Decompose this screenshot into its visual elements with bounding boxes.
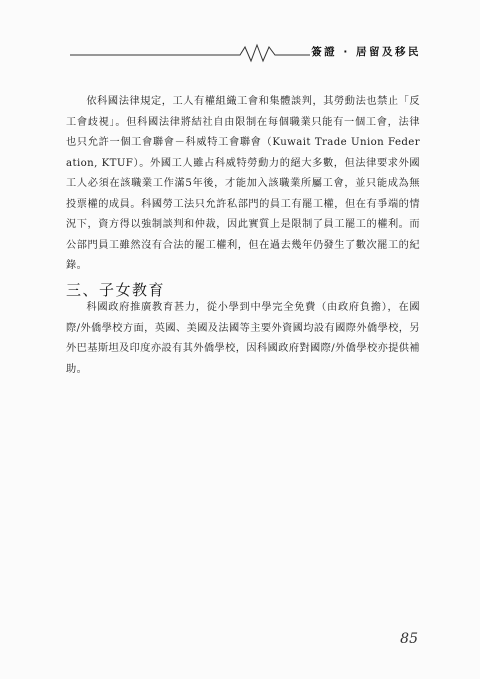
paragraph-education: 科國政府推廣教育甚力，從小學到中學完全免費（由政府負擔），在國際/外僑學校方面，英國、美國及法國等主要外資國均設有國際外僑學校，另外巴基斯坦及印度亦設有其外僑學校，因科國政府對國際/外僑學校亦提供補助。 (66, 302, 420, 375)
section-heading-education: 三、子女教育 (66, 281, 166, 300)
page-header (70, 42, 421, 64)
heartbeat-line-icon (70, 42, 310, 64)
header-title: 簽證 · 居留及移民 (311, 46, 421, 58)
paragraph-labor-law: 依科國法律規定，工人有權組織工會和集體談判，其勞動法也禁止「反工會歧視」。但科國法律將結社自由限制在每個職業只能有一個工會，法律也只允許一個工會聯會－科威特工會聯會（Kuwait Trade Union Federation, KTUF）。外國工人雖占科威特勞動力的絕大多數，但法律要求外國工人必須在該職業工作滿5年後，才能加入該職業所屬工會，並只能成為無投票權的成員。科國勞工法只允許私部門的員工有罷工權，但在有爭端的情況下，資方得以強制談判和仲裁，因此實質上是限制了員工罷工的權利。而公部門員工雖然沒有合法的罷工權利，但在過去幾年仍發生了數次罷工的紀錄。 (66, 96, 420, 271)
page-number: 85 (400, 631, 418, 647)
